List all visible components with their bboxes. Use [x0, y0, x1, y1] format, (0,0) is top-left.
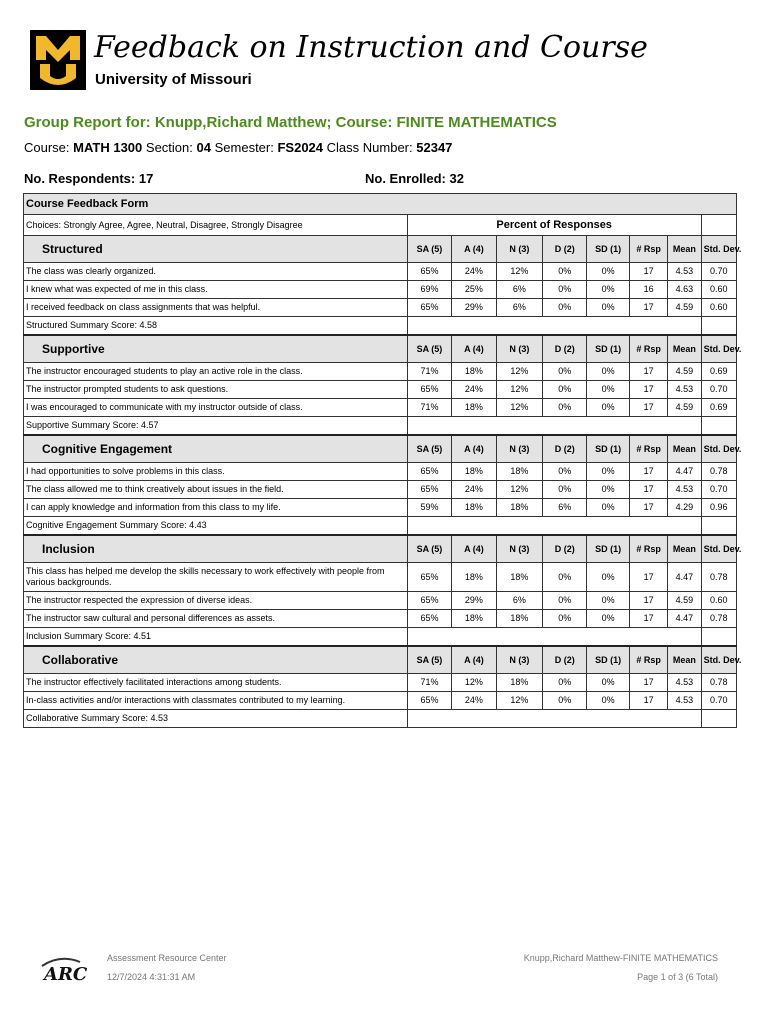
response-value: 17	[629, 592, 667, 610]
response-value: 0%	[587, 563, 629, 592]
footer-timestamp: 12/7/2024 4:31:31 AM	[107, 972, 196, 982]
section-header-row	[24, 335, 737, 363]
column-header: D (2)	[543, 435, 587, 463]
column-header: A (4)	[452, 646, 496, 674]
column-header: A (4)	[452, 335, 496, 363]
response-value: 0.60	[701, 281, 736, 299]
column-header: A (4)	[452, 535, 496, 563]
response-value: 71%	[407, 363, 451, 381]
column-header: N (3)	[496, 236, 542, 263]
summary-score: Supportive Summary Score: 4.57	[24, 417, 408, 436]
response-value: 65%	[407, 563, 451, 592]
table-row	[24, 281, 737, 299]
response-value: 12%	[496, 399, 542, 417]
response-value: 6%	[496, 281, 542, 299]
empty-cell	[701, 710, 736, 728]
empty-cell	[701, 215, 736, 236]
semester-value: FS2024	[277, 140, 324, 155]
response-value: 0.70	[701, 481, 736, 499]
response-value: 65%	[407, 299, 451, 317]
empty-cell	[407, 417, 701, 436]
column-header: Mean	[668, 646, 701, 674]
footer-page-number: Page 1 of 3 (6 Total)	[637, 972, 718, 982]
response-value: 0%	[543, 674, 587, 692]
response-value: 65%	[407, 463, 451, 481]
column-header: # Rsp	[629, 335, 667, 363]
question-text: The instructor effectively facilitated interactions among students.	[24, 674, 408, 692]
response-value: 0%	[587, 592, 629, 610]
column-header: D (2)	[543, 646, 587, 674]
arc-logo-text: ARC	[44, 964, 88, 985]
response-value: 0.78	[701, 610, 736, 628]
response-value: 12%	[496, 381, 542, 399]
response-value: 4.47	[668, 563, 701, 592]
column-header: # Rsp	[629, 646, 667, 674]
response-value: 4.59	[668, 399, 701, 417]
column-header: Std. Dev.	[701, 435, 736, 463]
response-value: 0.60	[701, 299, 736, 317]
section-name: Structured	[24, 236, 408, 263]
response-value: 71%	[407, 399, 451, 417]
column-header: # Rsp	[629, 236, 667, 263]
response-value: 65%	[407, 692, 451, 710]
response-value: 71%	[407, 674, 451, 692]
response-value: 18%	[452, 463, 496, 481]
table-row	[24, 563, 737, 592]
summary-row	[24, 710, 737, 728]
response-value: 4.59	[668, 592, 701, 610]
column-header: Mean	[668, 535, 701, 563]
question-text: The class allowed me to think creatively about issues in the field.	[24, 481, 408, 499]
response-value: 18%	[452, 563, 496, 592]
response-value: 0.70	[701, 692, 736, 710]
response-value: 12%	[496, 481, 542, 499]
table-row	[24, 299, 737, 317]
summary-score: Structured Summary Score: 4.58	[24, 317, 408, 336]
response-value: 0.69	[701, 399, 736, 417]
column-header: SD (1)	[587, 535, 629, 563]
response-value: 0%	[587, 463, 629, 481]
section-name: Collaborative	[24, 646, 408, 674]
response-value: 18%	[496, 463, 542, 481]
response-value: 0%	[587, 399, 629, 417]
question-text: The class was clearly organized.	[24, 263, 408, 281]
report-header	[28, 28, 748, 92]
summary-row	[24, 317, 737, 336]
table-row	[24, 481, 737, 499]
response-value: 24%	[452, 481, 496, 499]
column-header: D (2)	[543, 335, 587, 363]
response-value: 17	[629, 263, 667, 281]
response-value: 65%	[407, 381, 451, 399]
column-header: SA (5)	[407, 236, 451, 263]
empty-cell	[701, 417, 736, 436]
percent-header: Percent of Responses	[407, 215, 701, 236]
response-value: 0%	[543, 381, 587, 399]
response-value: 0.78	[701, 674, 736, 692]
feedback-table-body	[24, 194, 742, 728]
course-code: MATH 1300	[73, 140, 143, 155]
mizzou-mu-logo	[30, 30, 86, 90]
footer-center-name: Assessment Resource Center	[107, 953, 227, 963]
empty-cell	[701, 628, 736, 647]
response-value: 0.60	[701, 592, 736, 610]
response-value: 65%	[407, 481, 451, 499]
response-value: 0%	[543, 263, 587, 281]
table-row	[24, 399, 737, 417]
response-value: 4.53	[668, 381, 701, 399]
response-value: 0.78	[701, 563, 736, 592]
semester-label: Semester:	[214, 140, 274, 155]
response-value: 0%	[587, 692, 629, 710]
question-text: I knew what was expected of me in this class.	[24, 281, 408, 299]
response-value: 65%	[407, 610, 451, 628]
response-value: 4.47	[668, 463, 701, 481]
response-value: 0%	[587, 381, 629, 399]
response-value: 24%	[452, 263, 496, 281]
column-header: Std. Dev.	[701, 646, 736, 674]
response-value: 0%	[543, 692, 587, 710]
column-header: Std. Dev.	[701, 335, 736, 363]
response-value: 0.69	[701, 363, 736, 381]
choices-row	[24, 215, 737, 236]
response-value: 4.47	[668, 610, 701, 628]
column-header: Std. Dev.	[701, 236, 736, 263]
summary-score: Cognitive Engagement Summary Score: 4.43	[24, 517, 408, 536]
report-title: Feedback on Instruction and Course	[94, 30, 648, 65]
table-row	[24, 499, 737, 517]
column-header: N (3)	[496, 335, 542, 363]
column-header: Mean	[668, 335, 701, 363]
empty-cell	[407, 517, 701, 536]
empty-cell	[407, 710, 701, 728]
column-header: N (3)	[496, 646, 542, 674]
response-value: 0%	[543, 481, 587, 499]
enrolled-count: No. Enrolled: 32	[365, 171, 464, 186]
arc-logo	[40, 956, 96, 984]
response-value: 4.53	[668, 692, 701, 710]
response-value: 18%	[496, 674, 542, 692]
response-value: 59%	[407, 499, 451, 517]
response-value: 18%	[496, 610, 542, 628]
response-value: 0%	[587, 610, 629, 628]
column-header: SD (1)	[587, 435, 629, 463]
response-value: 4.29	[668, 499, 701, 517]
summary-row	[24, 417, 737, 436]
response-value: 0%	[587, 499, 629, 517]
class-number-label: Class Number:	[326, 140, 413, 155]
table-row	[24, 592, 737, 610]
response-value: 0%	[543, 281, 587, 299]
response-value: 0%	[543, 563, 587, 592]
response-value: 16	[629, 281, 667, 299]
response-value: 17	[629, 499, 667, 517]
response-value: 25%	[452, 281, 496, 299]
response-value: 4.59	[668, 363, 701, 381]
column-header: N (3)	[496, 435, 542, 463]
question-text: The instructor saw cultural and personal differences as assets.	[24, 610, 408, 628]
column-header: N (3)	[496, 535, 542, 563]
empty-cell	[701, 517, 736, 536]
response-value: 4.53	[668, 481, 701, 499]
response-value: 29%	[452, 592, 496, 610]
table-row	[24, 674, 737, 692]
question-text: I can apply knowledge and information from this class to my life.	[24, 499, 408, 517]
section-header-row	[24, 535, 737, 563]
question-text: I was encouraged to communicate with my instructor outside of class.	[24, 399, 408, 417]
column-header: A (4)	[452, 435, 496, 463]
section-name: Cognitive Engagement	[24, 435, 408, 463]
response-value: 17	[629, 463, 667, 481]
response-value: 0%	[587, 481, 629, 499]
response-value: 0%	[543, 363, 587, 381]
response-value: 0%	[587, 674, 629, 692]
footer-report-name: Knupp,Richard Matthew-FINITE MATHEMATICS	[523, 953, 718, 963]
response-value: 0%	[587, 281, 629, 299]
response-value: 6%	[543, 499, 587, 517]
response-value: 17	[629, 363, 667, 381]
response-value: 18%	[452, 499, 496, 517]
response-value: 4.53	[668, 263, 701, 281]
question-text: In-class activities and/or interactions with classmates contributed to my learning.	[24, 692, 408, 710]
response-value: 0%	[543, 463, 587, 481]
section-label: Section:	[145, 140, 193, 155]
section-header-row	[24, 435, 737, 463]
table-row	[24, 381, 737, 399]
response-value: 24%	[452, 692, 496, 710]
response-value: 6%	[496, 299, 542, 317]
column-header: # Rsp	[629, 435, 667, 463]
section-name: Inclusion	[24, 535, 408, 563]
response-value: 4.63	[668, 281, 701, 299]
course-info-line	[24, 140, 452, 155]
column-header: SA (5)	[407, 535, 451, 563]
question-text: The instructor prompted students to ask questions.	[24, 381, 408, 399]
response-value: 12%	[496, 363, 542, 381]
response-value: 18%	[496, 499, 542, 517]
response-value: 0%	[543, 299, 587, 317]
summary-row	[24, 517, 737, 536]
response-value: 17	[629, 692, 667, 710]
response-value: 18%	[452, 363, 496, 381]
column-header: SD (1)	[587, 646, 629, 674]
form-title: Course Feedback Form	[24, 194, 737, 215]
question-text: This class has helped me develop the skills necessary to work effectively with people from various backgrounds.	[24, 563, 408, 592]
response-value: 29%	[452, 299, 496, 317]
response-value: 0.96	[701, 499, 736, 517]
question-text: I had opportunities to solve problems in this class.	[24, 463, 408, 481]
empty-cell	[701, 317, 736, 336]
response-value: 0.70	[701, 263, 736, 281]
column-header: SA (5)	[407, 646, 451, 674]
response-value: 0%	[587, 263, 629, 281]
summary-row	[24, 628, 737, 647]
response-value: 17	[629, 674, 667, 692]
course-label: Course:	[24, 140, 70, 155]
response-value: 4.53	[668, 674, 701, 692]
response-value: 0%	[543, 610, 587, 628]
column-header: A (4)	[452, 236, 496, 263]
empty-cell	[407, 317, 701, 336]
table-row	[24, 692, 737, 710]
column-header: # Rsp	[629, 535, 667, 563]
summary-score: Collaborative Summary Score: 4.53	[24, 710, 408, 728]
column-header: Mean	[668, 435, 701, 463]
response-value: 65%	[407, 263, 451, 281]
response-value: 24%	[452, 381, 496, 399]
response-value: 18%	[452, 399, 496, 417]
question-text: The instructor encouraged students to play an active role in the class.	[24, 363, 408, 381]
column-header: D (2)	[543, 535, 587, 563]
column-header: Mean	[668, 236, 701, 263]
response-value: 0%	[587, 299, 629, 317]
feedback-table	[23, 193, 742, 728]
choices-label: Choices: Strongly Agree, Agree, Neutral, Disagree, Strongly Disagree	[24, 215, 408, 236]
response-value: 4.59	[668, 299, 701, 317]
column-header: D (2)	[543, 236, 587, 263]
section-header-row	[24, 236, 737, 263]
response-value: 18%	[452, 610, 496, 628]
column-header: SD (1)	[587, 236, 629, 263]
response-value: 18%	[496, 563, 542, 592]
table-row	[24, 610, 737, 628]
response-value: 17	[629, 563, 667, 592]
question-text: I received feedback on class assignments that was helpful.	[24, 299, 408, 317]
response-value: 69%	[407, 281, 451, 299]
response-value: 0.78	[701, 463, 736, 481]
form-title-row	[24, 194, 737, 215]
question-text: The instructor respected the expression of diverse ideas.	[24, 592, 408, 610]
response-value: 65%	[407, 592, 451, 610]
university-name: University of Missouri	[95, 71, 252, 88]
summary-score: Inclusion Summary Score: 4.51	[24, 628, 408, 647]
class-number-value: 52347	[416, 140, 453, 155]
group-report-line: Group Report for: Knupp,Richard Matthew; Course: FINITE MATHEMATICS	[24, 114, 557, 131]
response-value: 12%	[452, 674, 496, 692]
section-number: 04	[196, 140, 211, 155]
respondents-count: No. Respondents: 17	[24, 171, 154, 186]
column-header: SA (5)	[407, 435, 451, 463]
response-value: 17	[629, 610, 667, 628]
response-value: 12%	[496, 263, 542, 281]
table-row	[24, 363, 737, 381]
section-header-row	[24, 646, 737, 674]
response-value: 0.70	[701, 381, 736, 399]
section-name: Supportive	[24, 335, 408, 363]
response-value: 0%	[543, 592, 587, 610]
column-header: SD (1)	[587, 335, 629, 363]
column-header: Std. Dev.	[701, 535, 736, 563]
column-header: SA (5)	[407, 335, 451, 363]
table-row	[24, 263, 737, 281]
response-value: 12%	[496, 692, 542, 710]
response-value: 17	[629, 399, 667, 417]
table-row	[24, 463, 737, 481]
response-value: 0%	[587, 363, 629, 381]
response-value: 0%	[543, 399, 587, 417]
response-value: 17	[629, 381, 667, 399]
response-value: 17	[629, 299, 667, 317]
response-value: 6%	[496, 592, 542, 610]
empty-cell	[407, 628, 701, 647]
response-value: 17	[629, 481, 667, 499]
